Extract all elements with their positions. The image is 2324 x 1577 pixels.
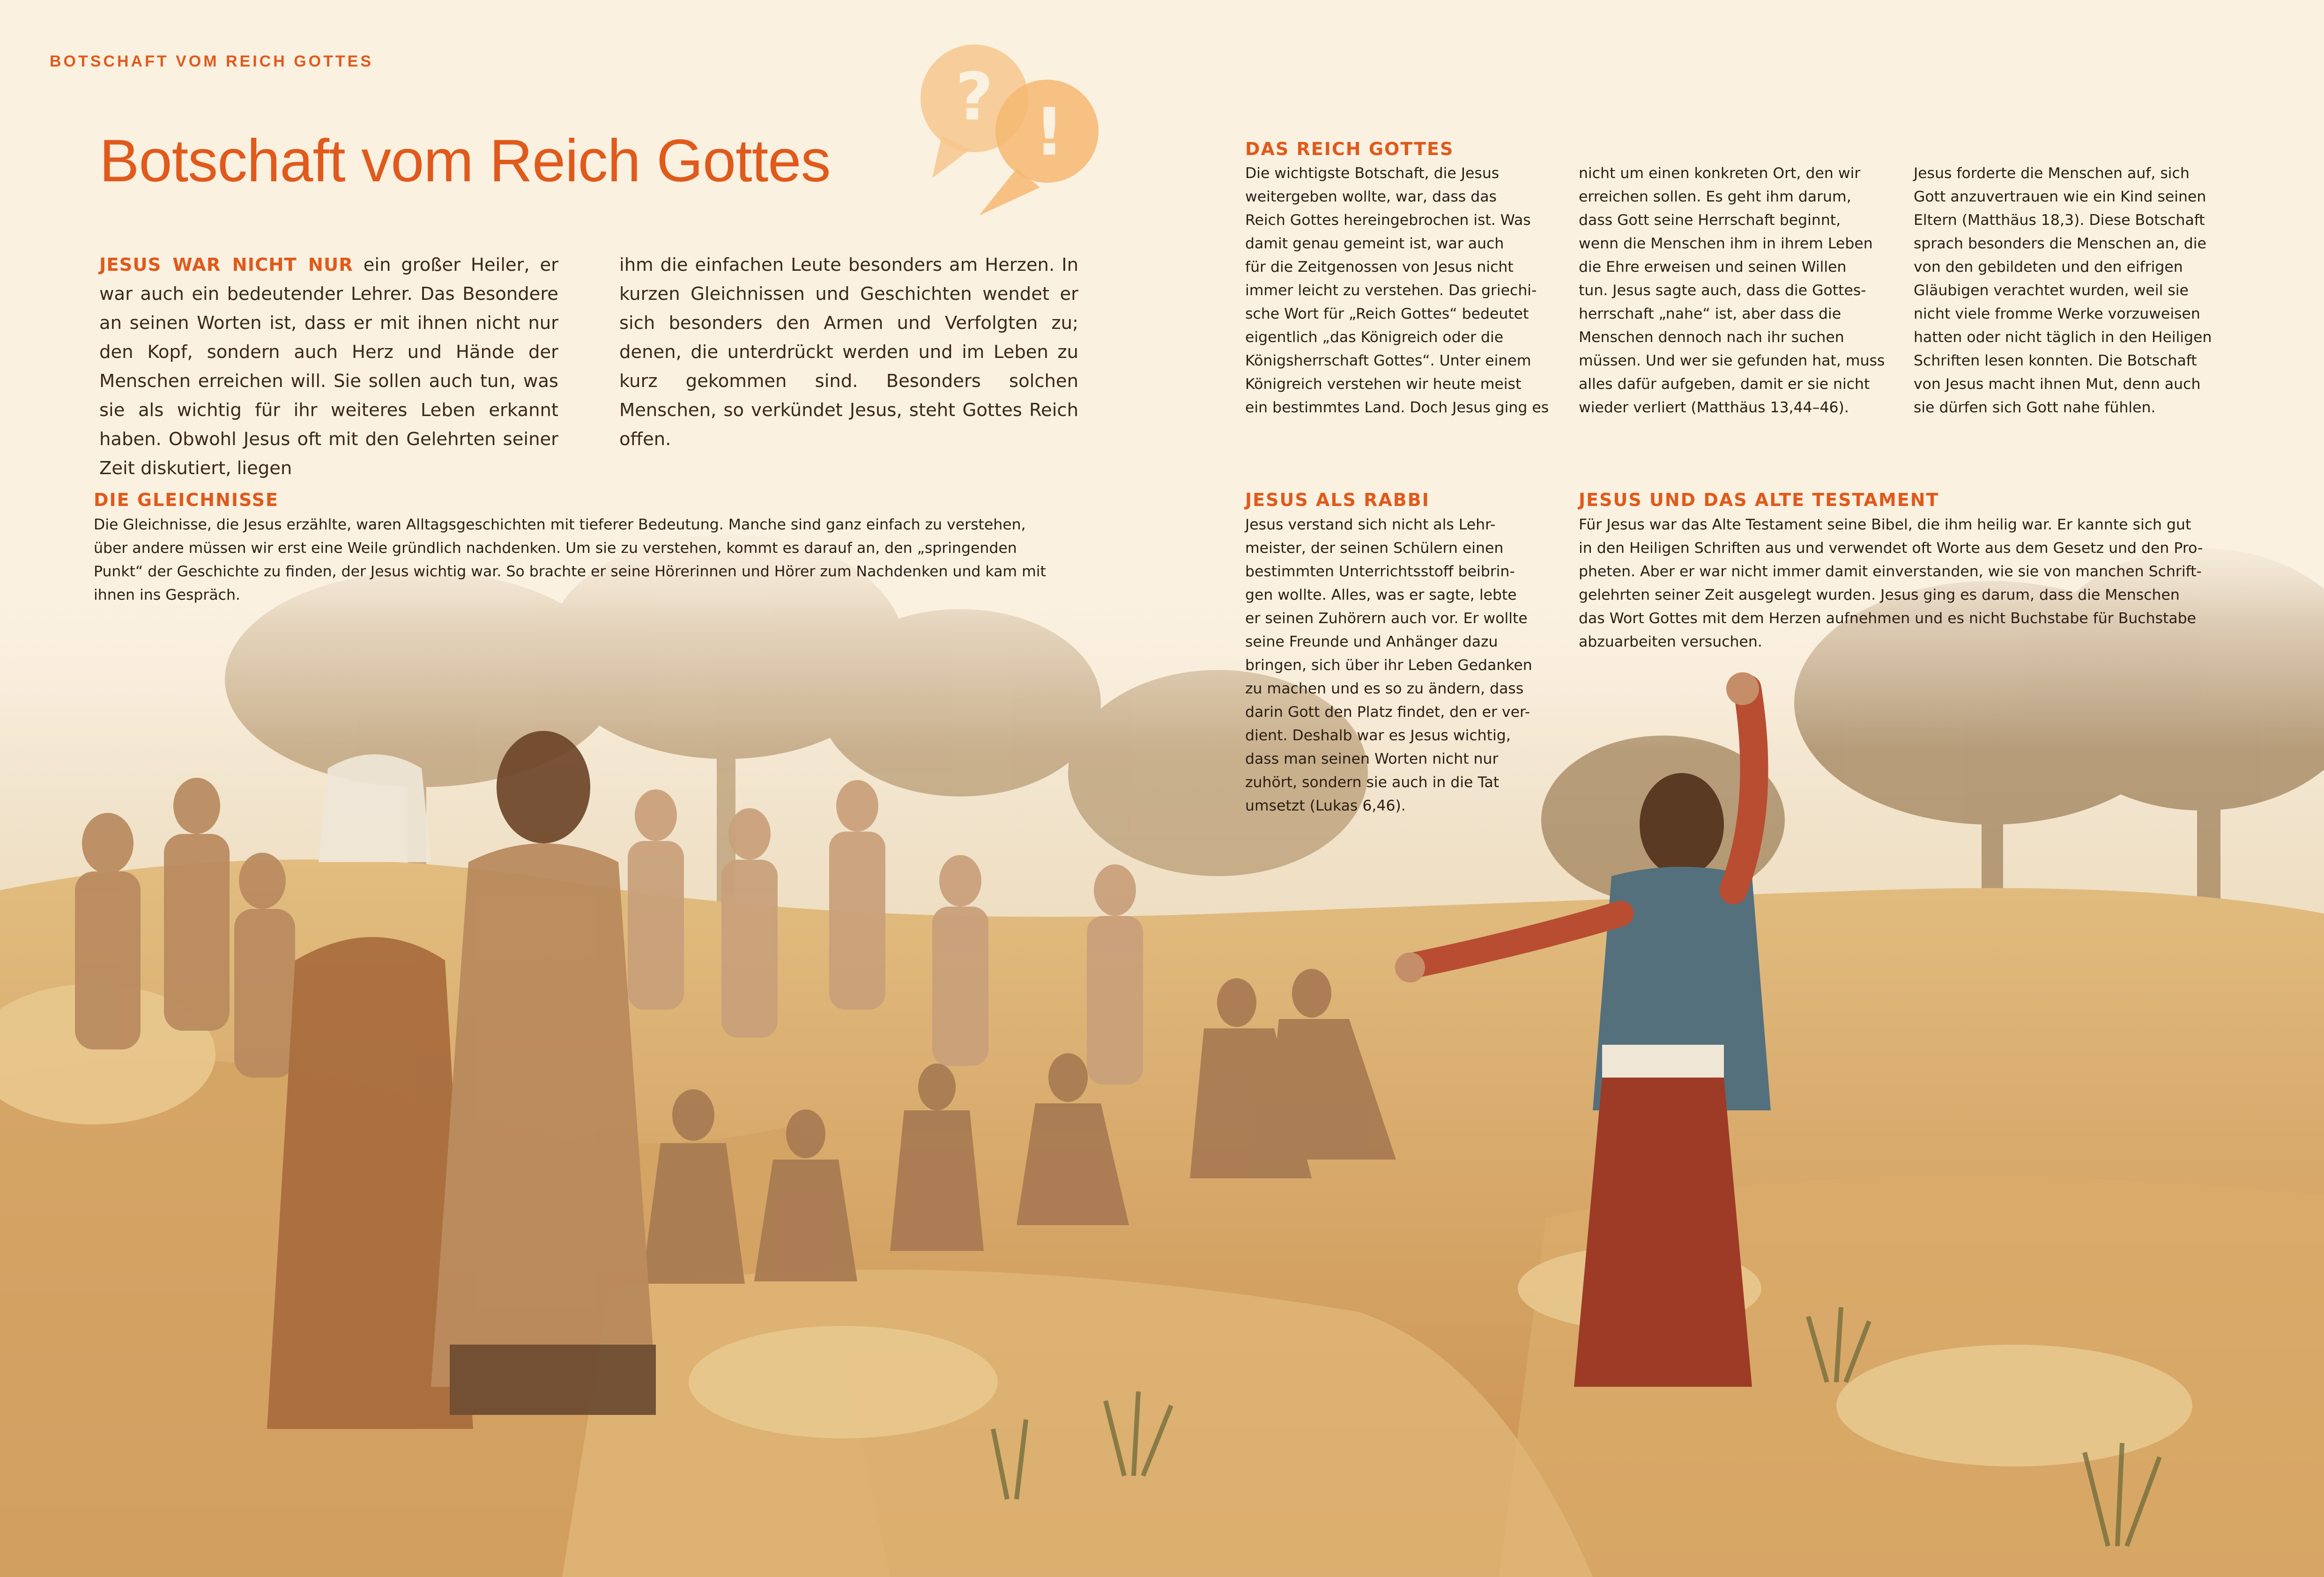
text-line: pheten. Aber er war nicht immer damit einverstanden, wie sie von manchen Schrift- [1579, 563, 2202, 580]
text-line: wieder verliert (Matthäus 13,44–46). [1579, 399, 1849, 416]
text-line: gelehrten seiner Zeit ausgelegt wurden. Jesus ging es darum, dass die Menschen [1579, 587, 2180, 603]
text-line: Königsherrschaft Gottes“. Unter einem [1245, 352, 1531, 369]
text-line: Schriften lesen konnten. Die Botschaft [1914, 352, 2197, 369]
text-line: Königreich verstehen wir heute meist [1245, 376, 1522, 393]
reich-gottes-heading: DAS REICH GOTTES [1245, 139, 1454, 159]
text-line: das Wort Gottes mit dem Herzen aufnehmen und es nicht Buchstabe für Buchstabe [1579, 610, 2197, 627]
text-line: gen wollte. Alles, was er sagte, lebte [1245, 587, 1517, 603]
text-line: über andere müssen wir erst eine Weile gründlich nachdenken. Um sie zu verstehen, kommt es darauf an, den „springenden [94, 540, 1017, 557]
intro-col2-text: ihm die einfachen Leute besonders am Herzen. In kurzen Gleichnissen und Geschichten wendet er sich besonders den Armen und Verfolgten zu; denen, die unterdrückt werden und im Leben zu kurz gekommen sind. Besonders solchen Menschen, so verkündet Jesus, steht Gottes Reich offen. [619, 254, 1078, 450]
text-line: in den Heiligen Schriften aus und verwendet oft Worte aus dem Gesetz und den Pro- [1579, 540, 2203, 557]
text-line: meister, der seinen Schülern einen [1245, 540, 1504, 557]
testament-heading: JESUS UND DAS ALTE TESTAMENT [1579, 490, 1939, 510]
text-line: Gott anzuvertrauen wie ein Kind seinen [1914, 188, 2206, 205]
reich-gottes-col1 [1245, 162, 1564, 419]
text-line: sie dürfen sich Gott nahe fühlen. [1914, 399, 2156, 416]
speech-bubbles [913, 42, 1110, 220]
text-line: zuhört, sondern sie auch in die Tat [1245, 774, 1500, 791]
text-line: nicht viele fromme Werke vorzuweisen [1914, 305, 2200, 322]
text-line: Menschen dennoch nach ihr suchen [1579, 329, 1844, 346]
section-kicker: BOTSCHAFT VOM REICH GOTTES [50, 52, 373, 70]
testament-text [1579, 513, 2258, 654]
text-line: ein bestimmtes Land. Doch Jesus ging es [1245, 399, 1549, 416]
text-line: erreichen sollen. Es geht ihm darum, [1579, 188, 1851, 205]
text-line: dient. Deshalb war es Jesus wichtig, [1245, 727, 1511, 744]
text-line: alles dafür aufgeben, damit er sie nicht [1579, 376, 1870, 393]
intro-lead: JESUS WAR NICHT NUR [99, 254, 353, 275]
svg-text:?: ? [955, 59, 994, 135]
text-line: Jesus forderte die Menschen auf, sich [1914, 165, 2190, 182]
text-line: von den gebildeten und den eifrigen [1914, 259, 2183, 275]
text-line: Jesus verstand sich nicht als Lehr- [1245, 516, 1496, 533]
text-line: bestimmten Unterrichtsstoff beibrin- [1245, 563, 1515, 580]
text-line: von Jesus macht ihnen Mut, denn auch [1914, 376, 2201, 393]
intro-col1-text: ein großer Heiler, er war auch ein bedeutender Lehrer. Das Besondere an seinen Worten ist, dass er mit ihnen nicht nur den Kopf, sondern auch Herz und Hände der Menschen erreichen will. Sie sollen auch tun, was sie als wichtig für ihr weiteres Leben erkannt haben. Obwohl Jesus oft mit den Gelehrten seiner Zeit diskutiert, liegen [99, 254, 558, 479]
text-line: Punkt“ der Geschichte zu finden, der Jesus wichtig war. So brachte er seine Hörerinnen und Hörer zum Nachdenken und kam mit [94, 563, 1046, 580]
rabbi-text [1245, 513, 1568, 818]
text-line: Eltern (Matthäus 18,3). Diese Botschaft [1914, 212, 2205, 229]
text-line: darin Gott den Platz findet, den er ver- [1245, 704, 1530, 721]
text-line: nicht um einen konkreten Ort, den wir [1579, 165, 1861, 182]
reich-gottes-col2 [1579, 162, 1902, 419]
reich-gottes-col3 [1914, 162, 2242, 419]
text-line: er seinen Zuhörern auch vor. Er wollte [1245, 610, 1528, 627]
text-line: eigentlich „das Königreich oder die [1245, 329, 1504, 346]
text-line: dass man seinen Worten nicht nur [1245, 751, 1499, 767]
text-line: wenn die Menschen ihm in ihrem Leben [1579, 235, 1873, 252]
text-line: weitergeben wollte, war, dass das [1245, 188, 1497, 205]
text-line: für die Zeitgenossen von Jesus nicht [1245, 259, 1514, 275]
intro-column-2 [619, 251, 1078, 454]
text-line: Reich Gottes hereingebrochen ist. Was [1245, 212, 1531, 229]
text-line: Die Gleichnisse, die Jesus erzählte, waren Alltagsgeschichten mit tieferer Bedeutung. Manche sind ganz einfach zu verstehen, [94, 516, 1026, 533]
text-line: seine Freunde und Anhänger dazu [1245, 633, 1498, 650]
text-line: Die wichtigste Botschaft, die Jesus [1245, 165, 1500, 182]
text-line: die Ehre erweisen und seinen Willen [1579, 259, 1847, 275]
text-line: damit genau gemeint ist, war auch [1245, 235, 1504, 252]
intro-column-1 [99, 251, 558, 483]
svg-text:!: ! [1034, 94, 1064, 171]
text-line: hatten oder nicht täglich in den Heiligen [1914, 329, 2212, 346]
gleichnisse-text [94, 513, 1101, 607]
text-line: abzuarbeiten versuchen. [1579, 633, 1762, 650]
text-line: dass Gott seine Herrschaft beginnt, [1579, 212, 1841, 229]
text-line: bringen, sich über ihr Leben Gedanken [1245, 657, 1532, 674]
text-line: immer leicht zu verstehen. Das griechi- [1245, 282, 1537, 299]
text-line: sche Wort für „Reich Gottes“ bedeutet [1245, 305, 1529, 322]
text-line: tun. Jesus sagte auch, dass die Gottes- [1579, 282, 1866, 299]
text-line: zu machen und es so zu ändern, dass [1245, 680, 1524, 697]
text-line: Gläubigen verachtet wurden, weil sie [1914, 282, 2189, 299]
text-line: müssen. Und wer sie gefunden hat, muss [1579, 352, 1885, 369]
rabbi-heading: JESUS ALS RABBI [1245, 490, 1430, 510]
page-title: Botschaft vom Reich Gottes [99, 127, 831, 194]
text-line: ihnen ins Gespräch. [94, 587, 240, 603]
text-line: sprach besonders die Menschen an, die [1914, 235, 2206, 252]
text-line: Für Jesus war das Alte Testament seine Bibel, die ihm heilig war. Er kannte sich gut [1579, 516, 2191, 533]
text-line: herrschaft „nahe“ ist, aber dass die [1579, 305, 1841, 322]
text-line: umsetzt (Lukas 6,46). [1245, 797, 1406, 814]
gleichnisse-heading: DIE GLEICHNISSE [94, 490, 279, 510]
